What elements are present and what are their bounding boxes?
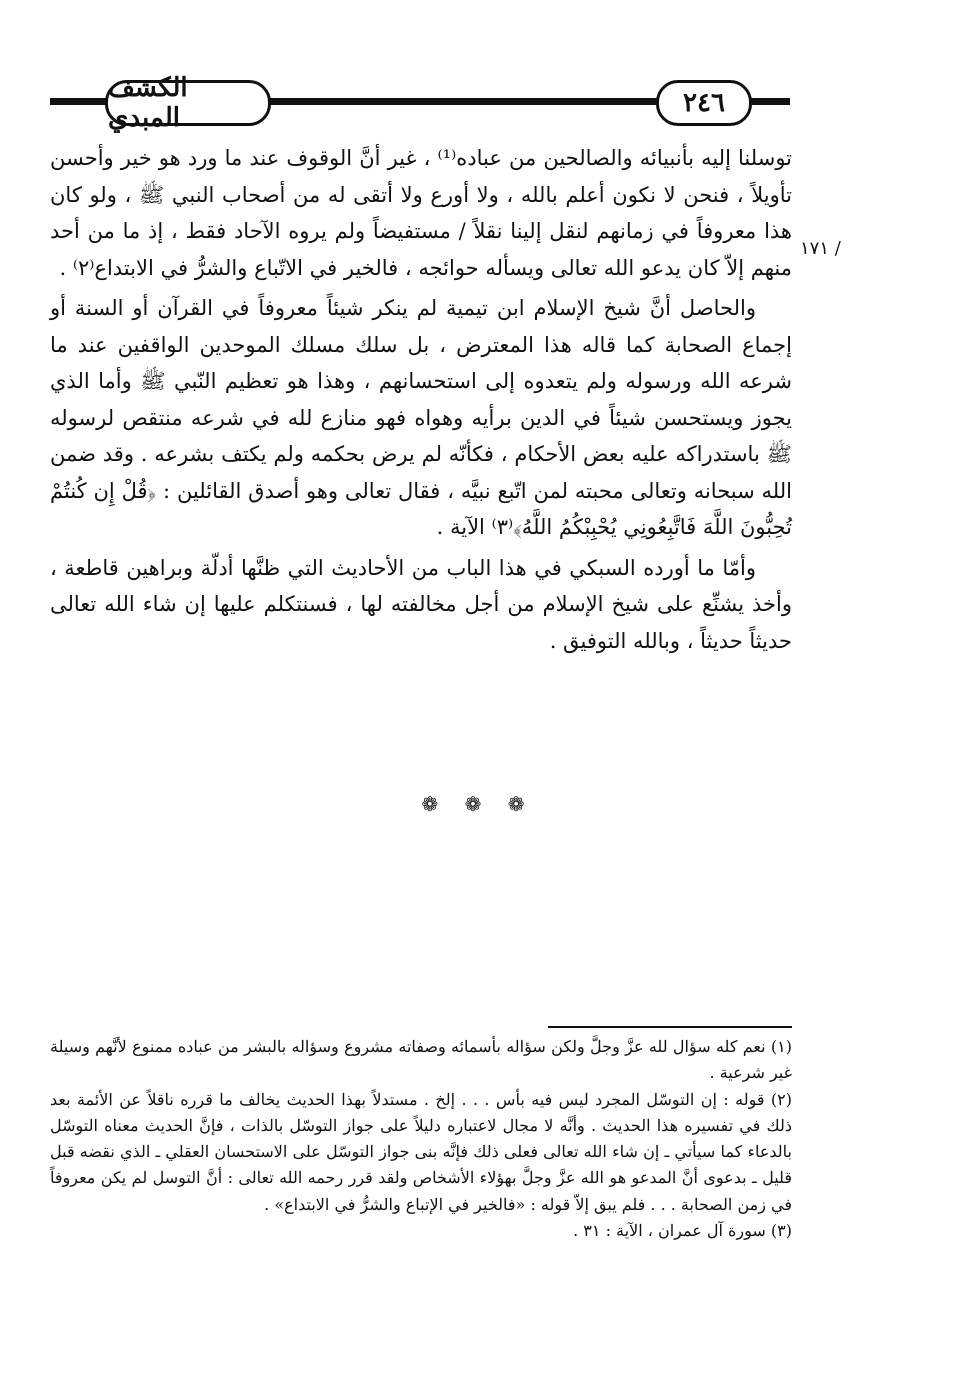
footnote: (٣) سورة آل عمران ، الآية : ٣١ . <box>573 1221 792 1241</box>
paragraph: وأمّا ما أورده السبكي في هذا الباب من الأحاديث التي ظنَّها أدلّة وبراهين قاطعة ، وأخذ يشنِّع على شيخ الإسلام من أجل مخالفته لها ، فسنتكلم عليها إن شاء الله تعالى حديثاً حديثاً ، وبالله التوفيق . <box>50 555 792 653</box>
section-separator: ❁ ❁ ❁ <box>421 792 535 816</box>
main-text <box>50 140 792 659</box>
footnote: (١) نعم كله سؤال لله عزَّ وجلَّ ولكن سؤاله بأسمائه وصفاته مشروع وسؤاله بالبشر من عباده ممنوع لأنَّهم وسيلة غير شرعية . <box>50 1037 793 1083</box>
footnote-divider <box>548 1026 792 1028</box>
paragraph: توسلنا إليه بأنبيائه والصالحين من عباده⁽¹⁾ ، غير أنَّ الوقوف عند ما ورد هو خير وأحسن تأويلاً ، فنحن لا نكون أعلم بالله ، ولا أورع ولا أتقى له من أصحاب النبي ﷺ ، ولو كان هذا معروفاً في زمانهم لنقل إلينا نقلاً / مستفيضاً ولم يروه الآحاد فقط ، إذ ما من أحد منهم إلاّ كان يدعو الله تعالى ويسأله حوائجه ، فالخير في الاتّباع والشرُّ في الابتداع⁽٢⁾ . <box>50 146 793 280</box>
book-title: الكشف المبدي <box>105 80 271 126</box>
footnotes <box>50 1034 792 1244</box>
footnote: (٢) قوله : إن التوسّل المجرد ليس فيه بأس . . . إلخ . مستدلاً بهذا الحديث يخالف ما قرره ناقلاً عن الأئمة بعد ذلك في تفسيره هذا الحديث . وأنَّه لا مجال لاعتباره دليلاً على جواز التوسّل بالذات ، فإنَّ الحديث معناه التوسّل بالدعاء كما سيأتي ـ إن شاء الله تعالى فعلى ذلك فإنَّه بنى جواز التوسّل على الاستحسان العقلي ـ الذي نقضه قبل قليل ـ بدعوى أنَّ المدعو هو الله عزَّ وجلَّ بهؤلاء الأشخاص ولقد قرر رحمه الله تعالى : أنَّ التوسل لم يكن معروفاً في زمن الصحابة . . . فلم يبق إلاّ قوله : «فالخير في الإتباع والشرُّ في الابتداع» . <box>50 1089 793 1214</box>
margin-reference: ١٧١ / <box>800 238 841 259</box>
page-header <box>50 73 790 133</box>
page-number: ٢٤٦ <box>656 80 752 126</box>
paragraph: والحاصل أنَّ شيخ الإسلام ابن تيمية لم ينكر شيئاً معروفاً في القرآن أو السنة أو إجماع الصحابة كما قاله هذا المعترض ، بل سلك مسلك الموحدين الواقفين عند ما شرعه الله ورسوله ولم يتعدوه إلى استحسانهم ، وهذا هو تعظيم النّبي ﷺ وأما الذي يجوز ويستحسن شيئاً في الدين برأيه وهواه فهو منازع لله في شرعه منتقص لرسوله ﷺ باستدراكه عليه بعض الأحكام ، فكأنّه لم يرض بحكمه ولم يكتف بشرعه . وقد ضمن الله سبحانه وتعالى محبته لمن اتّبع نبيَّه ، فقال تعالى وهو أصدق القائلين : ﴿قُلْ إِن كُنتُمْ تُحِبُّونَ اللَّهَ فَاتَّبِعُونِي يُحْبِبْكُمُ اللَّهُ﴾⁽٣⁾ الآية . <box>50 296 792 539</box>
